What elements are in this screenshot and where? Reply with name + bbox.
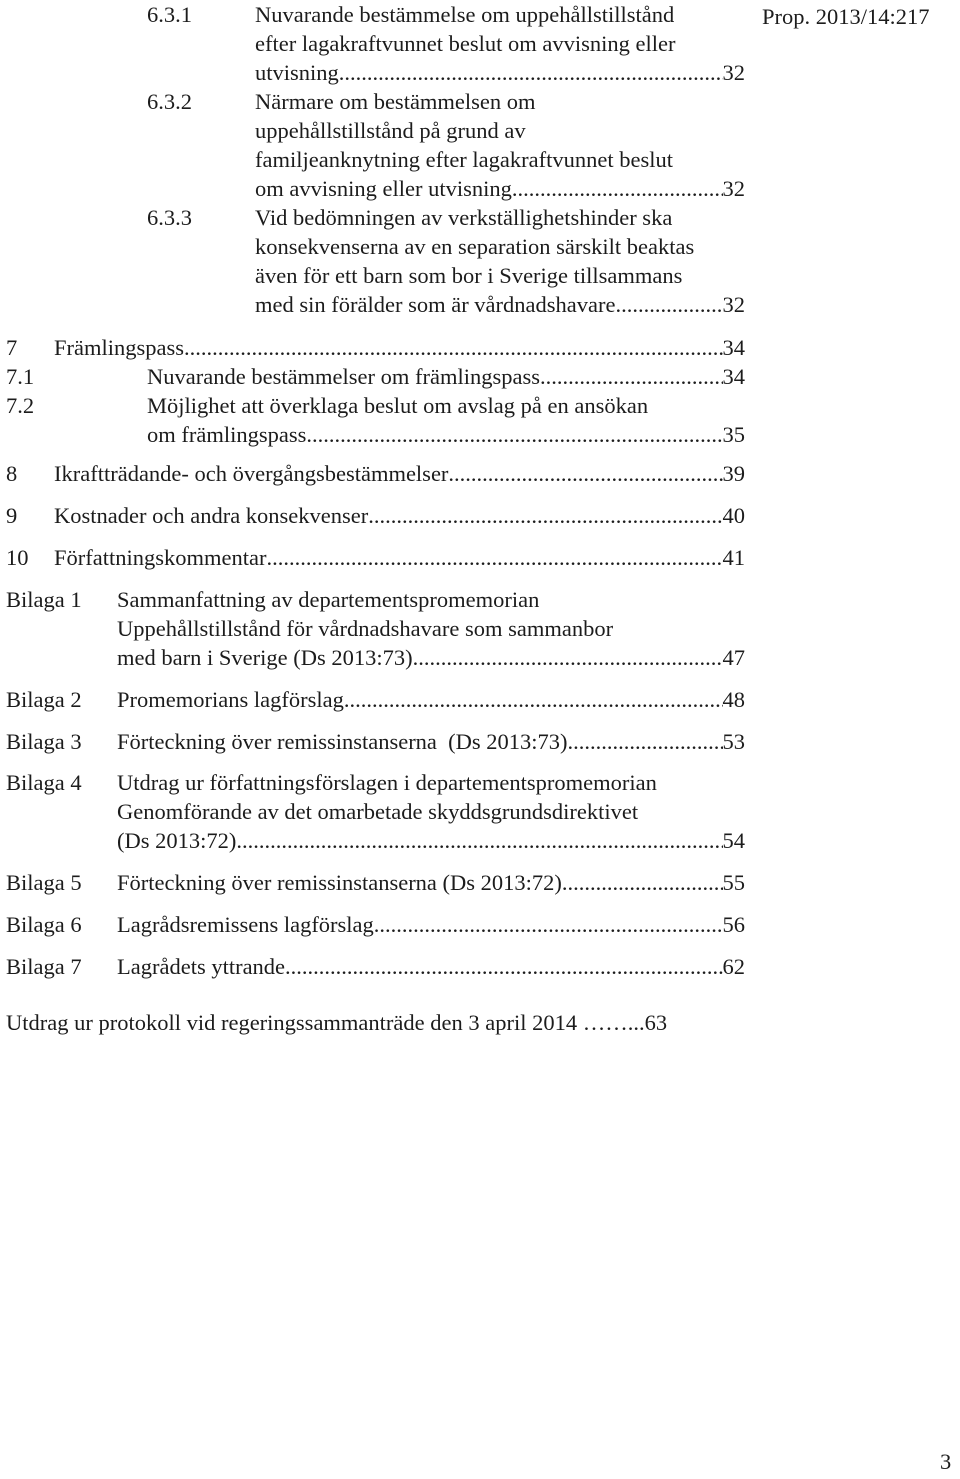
title-line: om avvisning eller utvisning — [255, 176, 512, 201]
dot-leader — [540, 362, 722, 391]
toc-entry-title — [117, 685, 745, 714]
page-number: 34 — [722, 364, 745, 389]
dot-leader — [306, 420, 722, 449]
title-line: med barn i Sverige (Ds 2013:73) — [117, 645, 413, 670]
toc-entry-number: 7.1 — [6, 364, 35, 389]
title-line: Nuvarande bestämmelse om uppehållstillstånd — [255, 2, 675, 27]
page-number: 35 — [722, 422, 745, 447]
toc-entry-number: 7 — [6, 335, 18, 360]
page-number: 55 — [722, 870, 745, 895]
toc-entry-number: 6.3.1 — [147, 2, 192, 27]
dot-leader — [448, 459, 722, 488]
dot-leader — [184, 333, 722, 362]
title-line-last — [255, 174, 745, 203]
page-number: 48 — [722, 687, 745, 712]
title-line: Vid bedömningen av verkställighetshinder ska — [255, 205, 673, 230]
dot-leader — [344, 685, 723, 714]
title-line-last — [255, 58, 745, 87]
dot-leader — [368, 501, 722, 530]
title-line-last — [117, 727, 745, 756]
title-line: Möjlighet att överklaga beslut om avslag på en ansökan — [147, 393, 649, 418]
toc-entry-number: Bilaga 2 — [6, 687, 82, 712]
toc-entry-title — [54, 501, 745, 530]
toc-entry-title — [117, 585, 745, 672]
toc-entry-number: 7.2 — [6, 393, 35, 418]
title-line: (Ds 2013:72) — [117, 828, 237, 853]
title-line: Ikraftträdande- och övergångsbestämmelser — [54, 461, 449, 486]
toc-entry-number: Bilaga 1 — [6, 587, 82, 612]
dot-leader — [562, 868, 723, 897]
toc-entry-number: 9 — [6, 503, 18, 528]
title-line: Uppehållstillstånd för vårdnadshavare som sammanbor — [117, 616, 614, 641]
toc-entry-title — [255, 87, 745, 203]
title-line-last — [117, 952, 745, 981]
title-line: Promemorians lagförslag — [117, 687, 344, 712]
toc-entry-number: Bilaga 7 — [6, 954, 82, 979]
dot-leader — [285, 952, 722, 981]
protocol-extract-leader: …… — [582, 1010, 628, 1035]
page-number: 32 — [722, 292, 745, 317]
toc-entry-title — [255, 0, 745, 87]
title-line-last — [117, 685, 745, 714]
toc-entry-number: Bilaga 5 — [6, 870, 82, 895]
toc-entry-number: Bilaga 4 — [6, 770, 82, 795]
title-line: utvisning — [255, 60, 339, 85]
title-line: Kostnader och andra konsekvenser — [54, 503, 369, 528]
dot-leader — [374, 910, 723, 939]
title-line: Lagrådsremissens lagförslag — [117, 912, 374, 937]
page-number: 62 — [722, 954, 745, 979]
page-number: 40 — [722, 503, 745, 528]
page-number-footer: 3 — [940, 1449, 952, 1474]
title-line-last — [117, 910, 745, 939]
page-number: 41 — [722, 545, 745, 570]
dot-leader — [413, 643, 723, 672]
title-line: Genomförande av det omarbetade skyddsgrundsdirektivet — [117, 799, 639, 824]
proposition-reference: Prop. 2013/14:217 — [762, 4, 930, 29]
toc-entry-title — [54, 543, 745, 572]
title-line-last — [117, 826, 745, 855]
page-number: 34 — [722, 335, 745, 360]
toc-entry-number: Bilaga 6 — [6, 912, 82, 937]
title-line-last — [54, 501, 745, 530]
title-line: Främlingspass — [54, 335, 185, 360]
toc-entry-title — [117, 768, 745, 855]
title-line-last — [147, 362, 745, 391]
dot-leader — [236, 826, 722, 855]
page-number: 47 — [722, 645, 745, 670]
dot-leader — [339, 58, 723, 87]
page-number: 39 — [722, 461, 745, 486]
title-line-last — [54, 543, 745, 572]
toc-entry-title — [54, 333, 745, 362]
title-line: om främlingspass — [147, 422, 307, 447]
toc-entry-title — [117, 910, 745, 939]
title-line: Sammanfattning av departementspromemorian — [117, 587, 540, 612]
dot-leader — [266, 543, 722, 572]
title-line: konsekvenserna av en separation särskilt beaktas — [255, 234, 695, 259]
title-line: även för ett barn som bor i Sverige tillsammans — [255, 263, 683, 288]
title-line-last — [54, 459, 745, 488]
toc-entry-number: 8 — [6, 461, 18, 486]
title-line: Förteckning över remissinstanserna (Ds 2013:73) — [117, 729, 568, 754]
title-line: Lagrådets yttrande — [117, 954, 286, 979]
title-line: uppehållstillstånd på grund av — [255, 118, 526, 143]
title-line: Utdrag ur författningsförslagen i departementspromemorian — [117, 770, 657, 795]
protocol-extract-title: Utdrag ur protokoll vid regeringssammanträde den 3 april 2014 — [6, 1010, 578, 1035]
toc-entry-number: 6.3.2 — [147, 89, 192, 114]
page-number: 54 — [722, 828, 745, 853]
title-line: efter lagakraftvunnet beslut om avvisning eller — [255, 31, 676, 56]
toc-entry-title — [117, 868, 745, 897]
toc-entry-title — [117, 952, 745, 981]
toc-entry-number: 10 — [6, 545, 29, 570]
page-number: 53 — [722, 729, 745, 754]
toc-entry-title — [147, 391, 745, 449]
protocol-extract-page: ...63 — [627, 1010, 668, 1035]
title-line-last — [147, 420, 745, 449]
page-number: 32 — [722, 60, 745, 85]
title-line: Författningskommentar — [54, 545, 267, 570]
toc-entry-title — [147, 362, 745, 391]
page-number: 56 — [722, 912, 745, 937]
toc-entry-number: 6.3.3 — [147, 205, 192, 230]
toc-entry-number: Bilaga 3 — [6, 729, 82, 754]
title-line-last — [117, 643, 745, 672]
dot-leader — [615, 290, 722, 319]
title-line: familjeanknytning efter lagakraftvunnet beslut — [255, 147, 673, 172]
title-line: med sin förälder som är vårdnadshavare — [255, 292, 616, 317]
dot-leader — [568, 727, 723, 756]
toc-entry-protocol-extract[interactable] — [6, 1008, 667, 1037]
title-line-last — [255, 290, 745, 319]
dot-leader — [512, 174, 723, 203]
title-line: Nuvarande bestämmelser om främlingspass — [147, 364, 541, 389]
toc-entry-title — [117, 727, 745, 756]
toc-entry-title — [54, 459, 745, 488]
toc-entry-title — [255, 203, 745, 319]
title-line-last — [54, 333, 745, 362]
page-number: 32 — [722, 176, 745, 201]
title-line: Förteckning över remissinstanserna (Ds 2013:72) — [117, 870, 562, 895]
title-line-last — [117, 868, 745, 897]
title-line: Närmare om bestämmelsen om — [255, 89, 536, 114]
